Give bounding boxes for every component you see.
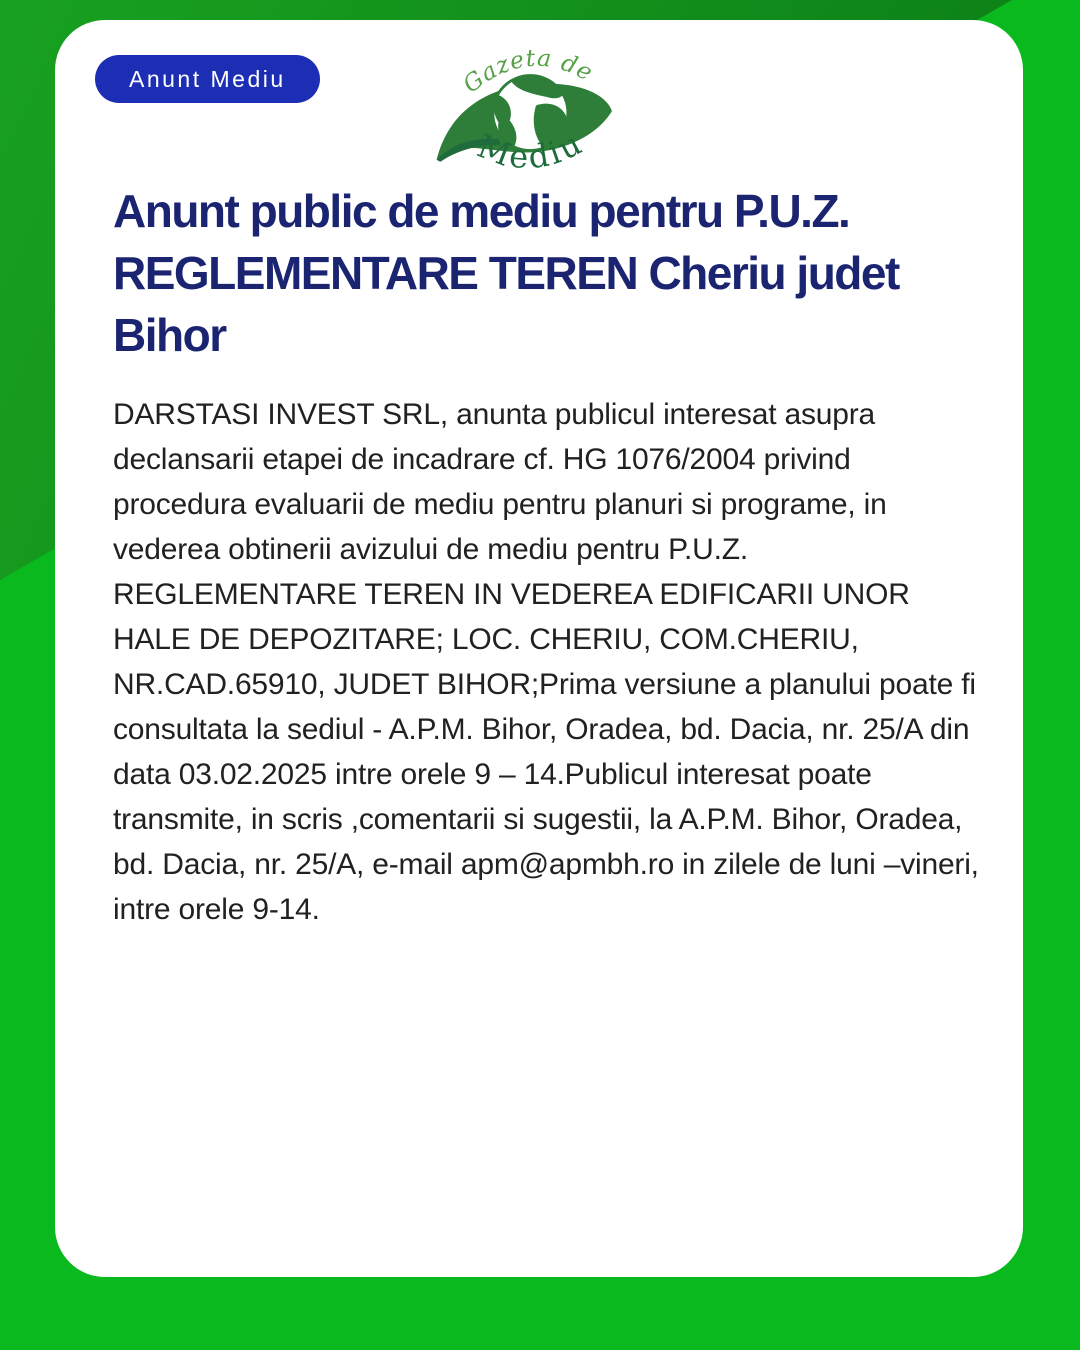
announcement-body: DARSTASI INVEST SRL, anunta publicul interesat asupra declansarii etapei de incadrare cf. HG 1076/2004 privind procedura evaluarii de mediu pentru planuri si programe, in vederea obtinerii avizului de mediu pentru P.U.Z. REGLEMENTARE TEREN IN VEDEREA EDIFICARII UNOR HALE DE DEPOZITARE; LOC. CHERIU, COM.CHERIU, NR.CAD.65910, JUDET BIHOR;Prima versiune a planului poate fi consultata la sediul - A.P.M. Bihor, Oradea, bd. Dacia, nr. 25/A din data 03.02.2025 intre orele 9 – 14.Publicul interesat poate transmite, in scris ,comentarii si sugestii, la A.P.M. Bihor, Oradea, bd. Dacia, nr. 25/A, e-mail apm@apmbh.ro in zilele de luni –vineri, intre orele 9-14. — [113, 398, 979, 926]
title-line-1: Anunt public de mediu pentru P.U.Z. — [113, 185, 850, 237]
globe-leaf-icon — [424, 38, 634, 188]
logo-arc-top-text: Gazeta de — [457, 43, 599, 99]
title-line-2: REGLEMENTARE TEREN Cheriu judet — [113, 247, 899, 299]
gazeta-de-mediu-logo — [424, 38, 634, 188]
logo-arc-bottom-text: Mediu — [472, 123, 590, 177]
announcement-card — [55, 20, 1023, 1277]
announcement-title — [113, 180, 993, 366]
title-line-3: Bihor — [113, 309, 226, 361]
category-badge[interactable]: Anunt Mediu — [95, 55, 320, 103]
